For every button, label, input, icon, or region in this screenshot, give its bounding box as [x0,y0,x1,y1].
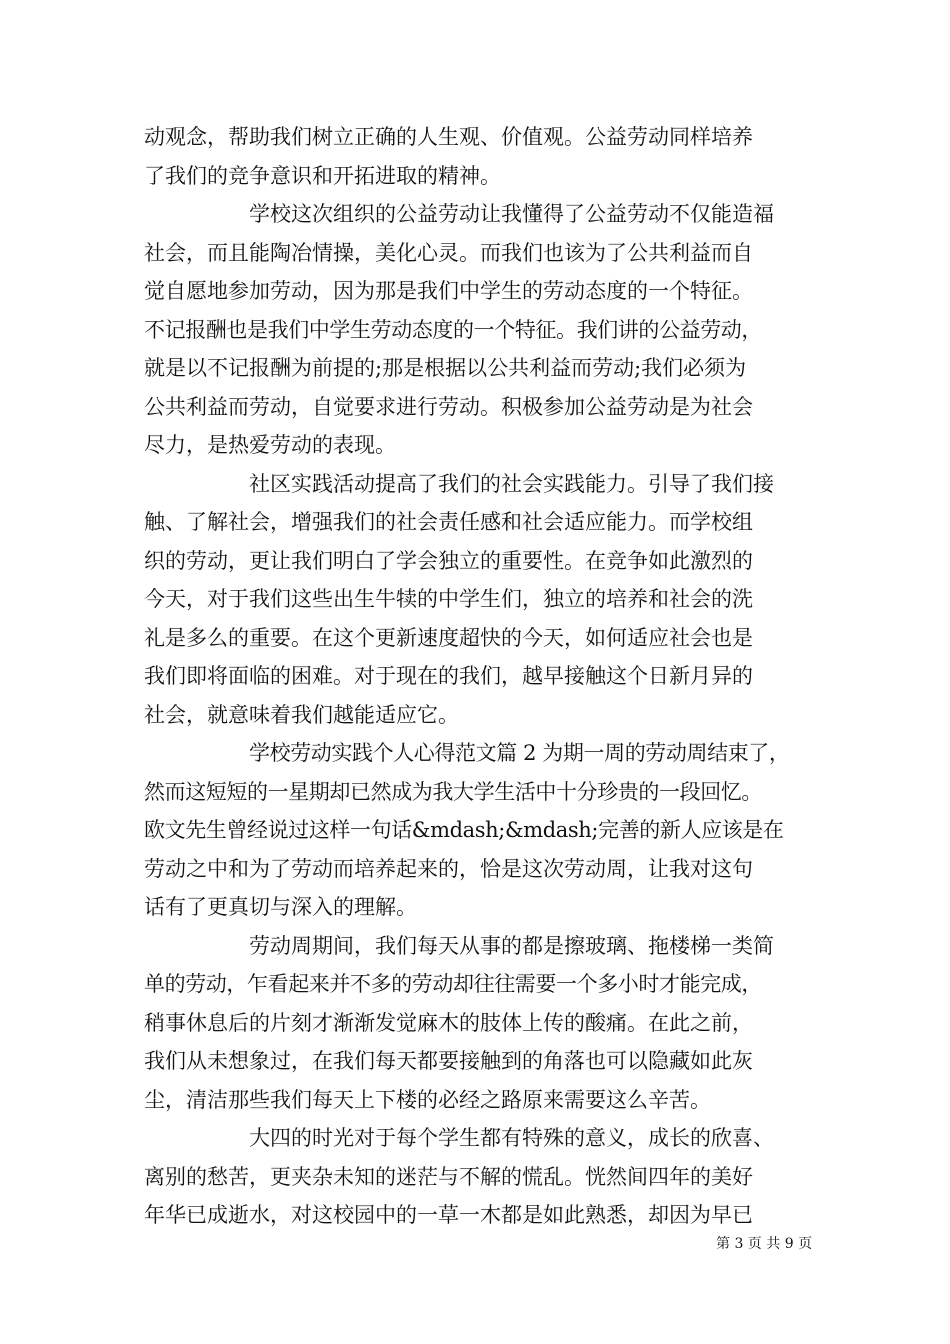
text-line: 公共利益而劳动，自觉要求进行劳动。积极参加公益劳动是为社会 [144,394,753,419]
text-line: 社会，而且能陶冶情操，美化心灵。而我们也该为了公共利益而自 [144,240,753,265]
text-line: 尽力，是热爱劳动的表现。 [144,433,396,457]
paragraph-start-line: 社区实践活动提高了我们的社会实践能力。引导了我们接 [249,471,774,496]
text-line: 今天，对于我们这些出生牛犊的中学生们，独立的培养和社会的洗 [144,587,753,611]
text-line: 触、了解社会，增强我们的社会责任感和社会适应能力。而学校组 [144,510,753,534]
text-line: 我们从未想象过，在我们每天都要接触到的角落也可以隐藏如此灰 [144,1049,753,1073]
page-number: 第 3 页 共 9 页 [716,1236,813,1252]
text-line: 不记报酬也是我们中学生劳动态度的一个特征。我们讲的公益劳动， [144,317,762,342]
paragraph-start-line: 学校劳动实践个人心得范文篇 2 为期一周的劳动周结束了， [249,741,790,765]
text-line: 尘，清洁那些我们每天上下楼的必经之路原来需要这么辛苦。 [144,1087,711,1112]
text-line: 礼是多么的重要。在这个更新速度超快的今天，如何适应社会也是 [144,625,753,650]
text-line: 欧文先生曾经说过这样一句话&mdash;&mdash;完善的新人应该是在 [144,818,784,842]
paragraph-start-line: 劳动周期间，我们每天从事的都是擦玻璃、拖楼梯一类简 [249,933,774,958]
text-line: 动观念，帮助我们树立正确的人生观、价值观。公益劳动同样培养 [144,125,753,149]
body-text [144,118,812,1235]
text-line: 社会，就意味着我们越能适应它。 [144,702,459,727]
paragraph-start-line: 大四的时光对于每个学生都有特殊的意义，成长的欣喜、 [249,1126,774,1150]
text-line: 稍事休息后的片刻才渐渐发觉麻木的肢体上传的酸痛。在此之前， [144,1010,753,1035]
text-line: 我们即将面临的困难。对于现在的我们，越早接触这个日新月异的 [144,664,753,688]
text-line: 劳动之中和为了劳动而培养起来的，恰是这次劳动周，让我对这句 [144,856,753,881]
text-line: 就是以不记报酬为前提的;那是根据以公共利益而劳动;我们必须为 [144,356,747,380]
text-line: 年华已成逝水，对这校园中的一草一木都是如此熟悉，却因为早已 [144,1203,753,1227]
paragraph-start-line: 学校这次组织的公益劳动让我懂得了公益劳动不仅能造福 [249,202,774,226]
text-line: 离别的愁苦，更夹杂未知的迷茫与不解的慌乱。恍然间四年的美好 [144,1164,753,1189]
text-line: 话有了更真切与深入的理解。 [144,895,417,919]
text-line: 觉自愿地参加劳动，因为那是我们中学生的劳动态度的一个特征。 [144,279,753,303]
text-line: 织的劳动，更让我们明白了学会独立的重要性。在竞争如此激烈的 [144,548,753,573]
text-line: 然而这短短的一星期却已然成为我大学生活中十分珍贵的一段回忆。 [144,779,762,804]
text-line: 单的劳动，乍看起来并不多的劳动却往往需要一个多小时才能完成， [144,972,762,996]
text-line: 了我们的竞争意识和开拓进取的精神。 [144,163,501,188]
